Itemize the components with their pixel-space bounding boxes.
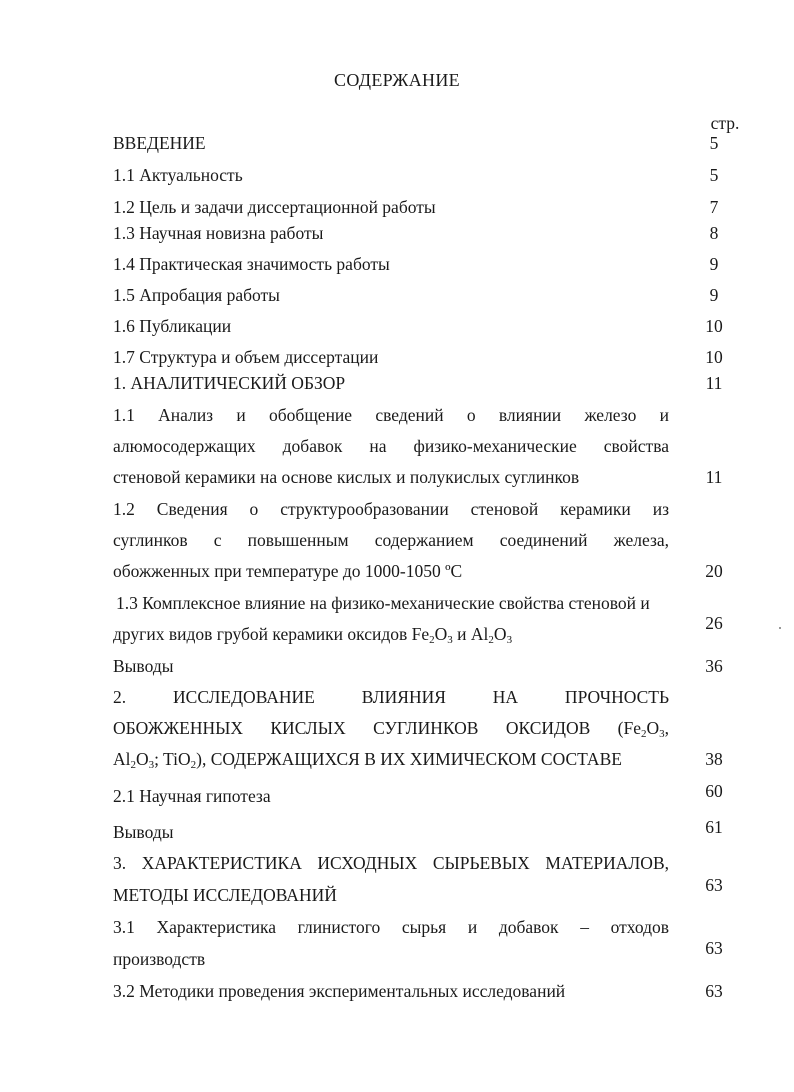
- toc-page-number: 61: [705, 817, 723, 837]
- toc-entry-line: МЕТОДЫ ИССЛЕДОВАНИЙ: [113, 885, 337, 905]
- toc-entry: Выводы: [113, 822, 174, 842]
- toc-entry-intro: ВВЕДЕНИЕ: [113, 133, 206, 153]
- toc-page-number: 38: [705, 749, 723, 769]
- toc-entry-line: алюмосодержащих добавок на физико-механические свойства: [113, 436, 669, 456]
- toc-entry: 1.3 Научная новизна работы: [113, 223, 324, 243]
- toc-entry-line: 1.2 Сведения о структурообразовании стеновой керамики из: [113, 499, 669, 519]
- toc-entry-line: других видов грубой керамики оксидов $Fe_2O_3$ и $Al_2O_3$: [113, 624, 513, 646]
- toc-entry-line: 1.1 Анализ и обобщение сведений о влиянии железо и: [113, 405, 669, 425]
- toc-page-number: 63: [705, 938, 723, 958]
- toc-page-number: 20: [705, 561, 723, 581]
- toc-entry-line: 1.3 Комплексное влияние на физико-механические свойства стеновой и: [116, 593, 650, 613]
- toc-entry-line: производств: [113, 949, 206, 969]
- toc-page-number: 26: [705, 613, 723, 633]
- toc-entry: 1.1 Актуальность: [113, 165, 243, 185]
- page-title: СОДЕРЖАНИЕ: [334, 70, 460, 90]
- toc-page-number: 8: [709, 223, 719, 243]
- toc-entry-line: стеновой керамики на основе кислых и полукислых суглинков: [113, 467, 580, 487]
- toc-entry-line: суглинков с повышенным содержанием соединений железа,: [113, 530, 669, 550]
- toc-entry-line: $Al_2O_3$; TiO$_2$), СОДЕРЖАЩИХСЯ В ИХ ХИМИЧЕСКОМ СОСТАВЕ: [113, 749, 622, 771]
- toc-entry: 1.2 Цель и задачи диссертационной работы: [113, 197, 436, 217]
- toc-page-number: 7: [709, 197, 719, 217]
- toc-page-number: 11: [705, 373, 723, 393]
- toc-page-number: 9: [709, 285, 719, 305]
- toc-page-number: 5: [709, 133, 719, 153]
- toc-entry: 1.5 Апробация работы: [113, 285, 280, 305]
- toc-page-number: 63: [705, 875, 723, 895]
- toc-entry: Выводы: [113, 656, 174, 676]
- toc-entry: 1.7 Структура и объем диссертации: [113, 347, 379, 367]
- toc-page-number: 5: [709, 165, 719, 185]
- toc-page-number: 11: [705, 467, 723, 487]
- toc-entry-chapter-2: 2. ИССЛЕДОВАНИЕ ВЛИЯНИЯ НА ПРОЧНОСТЬ: [113, 687, 669, 707]
- toc-entry: 1.4 Практическая значимость работы: [113, 254, 390, 274]
- toc-page-number: 10: [705, 347, 723, 367]
- toc-page-number: 36: [705, 656, 723, 676]
- page-column-header: стр.: [710, 113, 740, 133]
- toc-entry: 1.6 Публикации: [113, 316, 232, 336]
- toc-entry: 3.2 Методики проведения экспериментальных исследований: [113, 981, 566, 1001]
- toc-entry: 2.1 Научная гипотеза: [113, 786, 271, 806]
- toc-entry-line: 3.1 Характеристика глинистого сырья и добавок – отходов: [113, 917, 669, 937]
- toc-page-number: 63: [705, 981, 723, 1001]
- toc-entry-line: ОБОЖЖЕННЫХ КИСЛЫХ СУГЛИНКОВ ОКСИДОВ ($Fe_2O_3$,: [113, 718, 669, 740]
- scan-speck: [779, 627, 781, 629]
- toc-page-number: 60: [705, 781, 723, 801]
- toc-entry-line: обожженных при температуре до 1000-1050 ºС: [113, 561, 463, 581]
- toc-entry-chapter-3: 3. ХАРАКТЕРИСТИКА ИСХОДНЫХ СЫРЬЕВЫХ МАТЕРИАЛОВ,: [113, 853, 669, 873]
- toc-entry-chapter-1: 1. АНАЛИТИЧЕСКИЙ ОБЗОР: [113, 373, 346, 393]
- toc-page-number: 9: [709, 254, 719, 274]
- toc-page-number: 10: [705, 316, 723, 336]
